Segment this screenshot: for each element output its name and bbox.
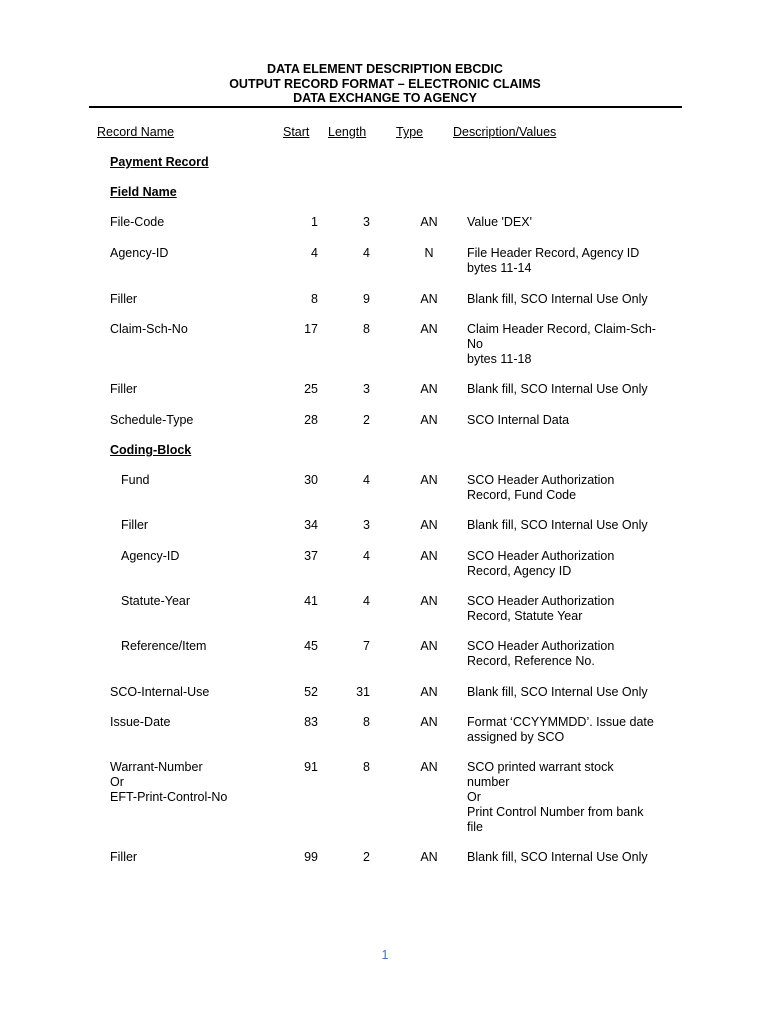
- field-name: Statute-Year: [121, 594, 191, 608]
- field-name: Schedule-Type: [110, 413, 194, 427]
- field-length: 4: [363, 246, 370, 260]
- header-start: Start: [283, 125, 310, 139]
- field-start: 28: [304, 413, 318, 427]
- header-record-name: Record Name: [97, 125, 175, 139]
- field-type: AN: [420, 549, 438, 563]
- header-description: Description/Values: [453, 125, 557, 139]
- field-name: Filler: [110, 850, 138, 864]
- title-line-1: DATA ELEMENT DESCRIPTION EBCDIC: [267, 62, 503, 76]
- field-description: Record, Reference No.: [467, 654, 595, 668]
- section-field-name: Field Name: [110, 185, 177, 199]
- field-start: 17: [304, 322, 318, 336]
- field-length: 2: [363, 850, 370, 864]
- field-description: SCO Header Authorization: [467, 549, 615, 563]
- page-number: 1: [381, 948, 389, 962]
- field-length: 3: [363, 215, 370, 229]
- field-name: Warrant-Number: [110, 760, 203, 774]
- field-name: Claim-Sch-No: [110, 322, 188, 336]
- field-length: 3: [363, 382, 370, 396]
- field-description: SCO printed warrant stock: [467, 760, 614, 774]
- field-length: 8: [363, 322, 370, 336]
- field-type: AN: [420, 215, 438, 229]
- field-name: Reference/Item: [121, 639, 207, 653]
- field-type: AN: [420, 413, 438, 427]
- field-description: bytes 11-18: [467, 352, 532, 366]
- field-description: SCO Header Authorization: [467, 594, 615, 608]
- field-type: AN: [420, 518, 438, 532]
- field-description: Blank fill, SCO Internal Use Only: [467, 382, 648, 396]
- field-name-or: Or: [110, 775, 124, 789]
- field-name: File-Code: [110, 215, 165, 229]
- field-length: 8: [363, 760, 370, 774]
- field-description: Claim Header Record, Claim-Sch-: [467, 322, 656, 336]
- field-description: Record, Agency ID: [467, 564, 572, 578]
- field-description: Print Control Number from bank: [467, 805, 644, 819]
- field-start: 34: [304, 518, 318, 532]
- field-name: Agency-ID: [110, 246, 169, 260]
- document-title: [0, 62, 770, 106]
- field-description: Value 'DEX': [467, 215, 532, 229]
- field-length: 7: [363, 639, 370, 653]
- field-start: 37: [304, 549, 318, 563]
- field-type: AN: [420, 473, 438, 487]
- field-description: Format ‘CCYYMMDD’. Issue date: [467, 715, 654, 729]
- field-start: 8: [311, 292, 318, 306]
- field-description: Or: [467, 790, 481, 804]
- field-length: 3: [363, 518, 370, 532]
- field-description: Blank fill, SCO Internal Use Only: [467, 292, 648, 306]
- field-name: Filler: [110, 382, 138, 396]
- field-description: SCO Header Authorization: [467, 473, 615, 487]
- field-start: 52: [304, 685, 318, 699]
- field-length: 4: [363, 594, 370, 608]
- field-name: Filler: [121, 518, 149, 532]
- field-type: AN: [420, 292, 438, 306]
- field-description: Blank fill, SCO Internal Use Only: [467, 850, 648, 864]
- field-description: Blank fill, SCO Internal Use Only: [467, 518, 648, 532]
- field-length: 31: [356, 685, 370, 699]
- field-length: 9: [363, 292, 370, 306]
- field-length: 2: [363, 413, 370, 427]
- field-description: SCO Internal Data: [467, 413, 570, 427]
- field-description: file: [467, 820, 483, 834]
- field-description: bytes 11-14: [467, 261, 532, 275]
- field-type: AN: [420, 685, 438, 699]
- field-type: AN: [420, 382, 438, 396]
- field-description: Record, Statute Year: [467, 609, 583, 623]
- field-start: 91: [304, 760, 318, 774]
- field-description: number: [467, 775, 510, 789]
- title-line-2: OUTPUT RECORD FORMAT – ELECTRONIC CLAIMS: [229, 76, 541, 91]
- field-description: Blank fill, SCO Internal Use Only: [467, 685, 648, 699]
- section-payment-record: Payment Record: [110, 155, 209, 169]
- field-type: AN: [420, 850, 438, 864]
- field-name: Agency-ID: [121, 549, 180, 563]
- header-length: Length: [328, 125, 367, 139]
- field-length: 8: [363, 715, 370, 729]
- field-name: Issue-Date: [110, 715, 171, 729]
- section-coding-block: Coding-Block: [110, 443, 192, 457]
- field-name: Filler: [110, 292, 138, 306]
- field-start: 30: [304, 473, 318, 487]
- field-name: SCO-Internal-Use: [110, 685, 210, 699]
- field-type: AN: [420, 639, 438, 653]
- field-type: N: [424, 246, 434, 260]
- field-name-alt: EFT-Print-Control-No: [110, 790, 228, 804]
- field-type: AN: [420, 322, 438, 336]
- title-divider: [89, 106, 682, 108]
- field-description: Record, Fund Code: [467, 488, 577, 502]
- field-start: 83: [304, 715, 318, 729]
- field-name: Fund: [121, 473, 150, 487]
- field-start: 1: [311, 215, 318, 229]
- field-type: AN: [420, 760, 438, 774]
- field-description: No: [467, 337, 483, 351]
- field-start: 25: [304, 382, 318, 396]
- field-type: AN: [420, 715, 438, 729]
- field-description: File Header Record, Agency ID: [467, 246, 640, 260]
- field-start: 99: [304, 850, 318, 864]
- field-length: 4: [363, 473, 370, 487]
- title-line-3: DATA EXCHANGE TO AGENCY: [293, 91, 477, 105]
- field-start: 41: [304, 594, 318, 608]
- field-start: 4: [311, 246, 318, 260]
- field-length: 4: [363, 549, 370, 563]
- field-description: SCO Header Authorization: [467, 639, 615, 653]
- header-type: Type: [396, 125, 424, 139]
- field-description: assigned by SCO: [467, 730, 565, 744]
- field-start: 45: [304, 639, 318, 653]
- field-type: AN: [420, 594, 438, 608]
